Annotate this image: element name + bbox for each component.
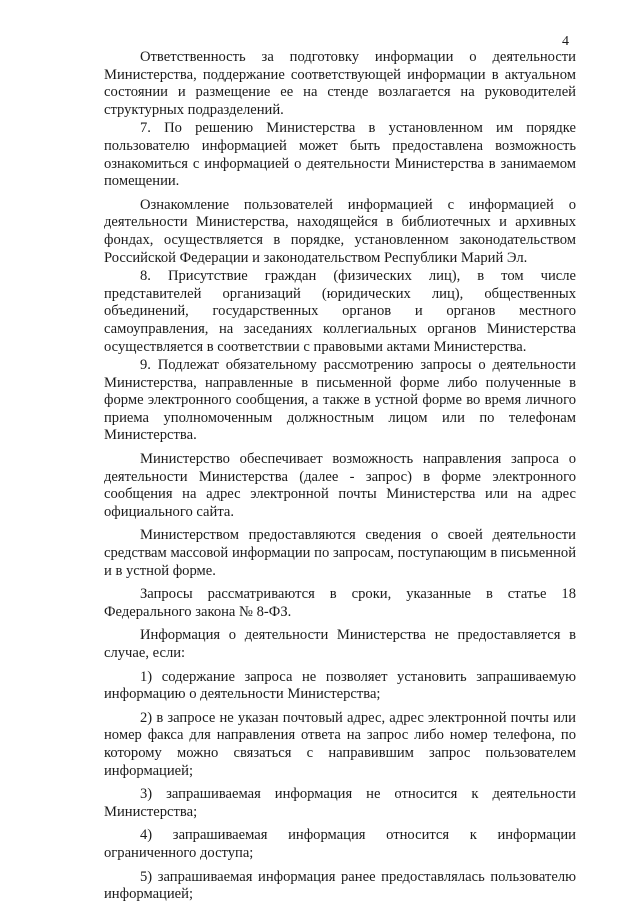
list-item: 3) запрашиваемая информация не относится к деятельности Министерства; — [104, 786, 576, 820]
list-item: 5) запрашиваемая информация ранее предоставлялась пользователю информацией; — [104, 868, 576, 903]
paragraph: 9. Подлежат обязательному рассмотрению запросы о деятельности Министерства, направленные в письменной форме либо полученные в форме электронного сообщения, а также в устной форме во время личного приема уполномоченным должностным лицом или по телефонам Министерства. — [104, 357, 576, 444]
document-body — [104, 49, 576, 905]
list-item: 4) запрашиваемая информация относится к информации ограниченного доступа; — [104, 827, 576, 861]
list-item: 2) в запросе не указан почтовый адрес, адрес электронной почты или номер факса для направления ответа на запрос либо номер телефона, по которому можно связаться с направившим запрос пользователем информацией; — [104, 709, 576, 779]
paragraph: Ответственность за подготовку информации о деятельности Министерства, поддержание соответствующей информации в актуальном состоянии и размещение ее на стенде возлагается на руководителей структурных подразделений. — [104, 49, 576, 118]
paragraph: Министерство обеспечивает возможность направления запроса о деятельности Министерства (далее - запрос) в форме электронного сообщения на адрес электронной почты Министерства или на адрес официального сайта. — [104, 451, 576, 520]
paragraph: 7. По решению Министерства в установленном им порядке пользователю информацией может быть предоставлена возможность ознакомиться с информацией о деятельности Министерства в занимаемом помещении. — [104, 120, 576, 190]
paragraph: 8. Присутствие граждан (физических лиц), в том числе представителей организаций (юридических лиц), общественных объединений, государственных органов и органов местного самоуправления, на заседаниях коллегиальных органов Министерства осуществляется в соответствии с правовыми актами Министерства. — [104, 268, 576, 355]
paragraph: Запросы рассматриваются в сроки, указанные в статье 18 Федерального закона № 8-ФЗ. — [104, 586, 576, 620]
list-item: 1) содержание запроса не позволяет установить запрашиваемую информацию о деятельности Министерства; — [104, 668, 576, 703]
paragraph: Ознакомление пользователей информацией с информацией о деятельности Министерства, находящейся в библиотечных и архивных фондах, осуществляется в порядке, установленном законодательством Российской Федерации и законодательством Республики Марий Эл. — [104, 196, 576, 266]
paragraph: Информация о деятельности Министерства не предоставляется в случае, если: — [104, 627, 576, 661]
paragraph: Министерством предоставляются сведения о своей деятельности средствам массовой информации по запросам, поступающим в письменной и в устной форме. — [104, 527, 576, 579]
page-number: 4 — [562, 34, 569, 49]
